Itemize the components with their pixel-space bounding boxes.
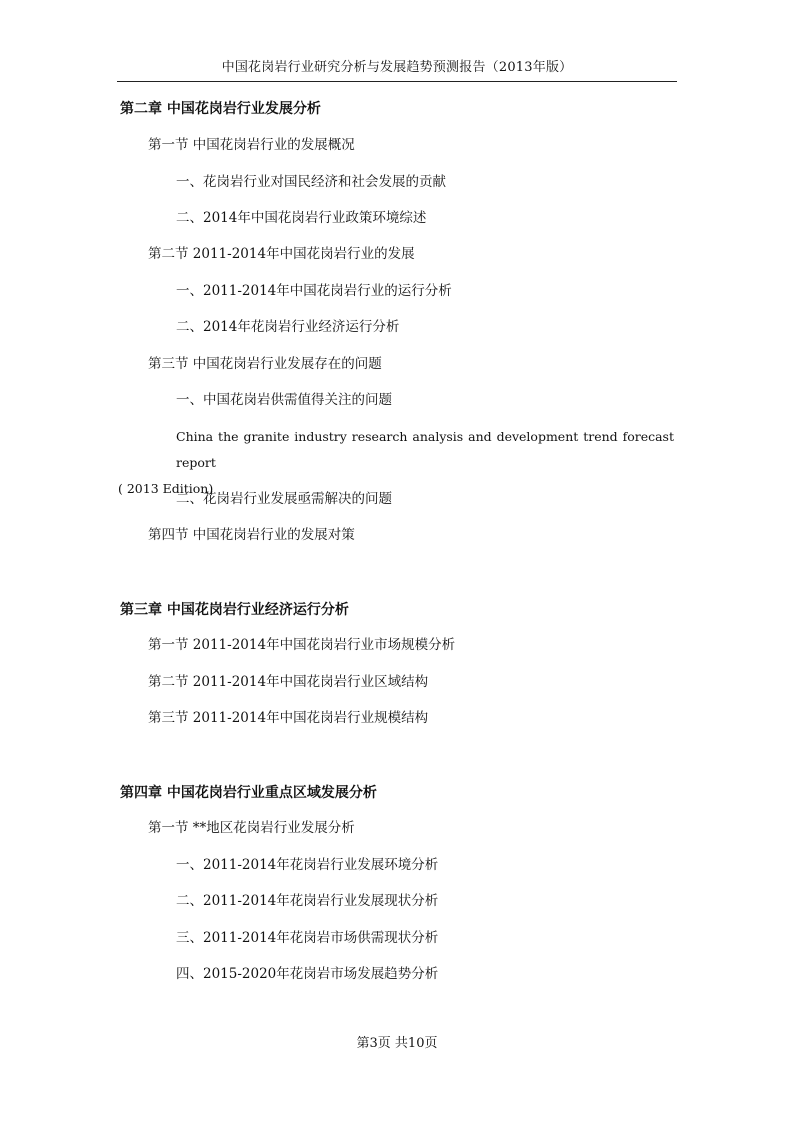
ch2-section-4: 第四节 中国花岗岩行业的发展对策	[148, 527, 355, 543]
ch4-s1-item-1: 一、2011-2014年花岗岩行业发展环境分析	[176, 857, 439, 873]
english-title-line-1: China the granite industry research analysis and development trend forecast report	[176, 429, 674, 470]
chapter-4-title: 第四章 中国花岗岩行业重点区域发展分析	[120, 785, 377, 801]
ch4-section-1: 第一节 **地区花岗岩行业发展分析	[148, 820, 355, 836]
ch2-s3-item-1: 一、中国花岗岩供需值得关注的问题	[176, 392, 392, 408]
ch2-s2-item-2: 二、2014年花岗岩行业经济运行分析	[176, 319, 400, 335]
ch2-s3-item-2: 二、花岗岩行业发展亟需解决的问题	[176, 491, 392, 507]
page-header: 中国花岗岩行业研究分析与发展趋势预测报告（2013年版）	[221, 60, 573, 75]
header-divider	[117, 81, 677, 82]
english-title-line-2: ( 2013 Edition)	[118, 481, 214, 496]
ch4-s1-item-2: 二、2011-2014年花岗岩行业发展现状分析	[176, 893, 439, 909]
ch3-section-3: 第三节 2011-2014年中国花岗岩行业规模结构	[148, 710, 429, 726]
ch3-section-1: 第一节 2011-2014年中国花岗岩行业市场规模分析	[148, 637, 456, 653]
ch2-section-1: 第一节 中国花岗岩行业的发展概况	[148, 137, 355, 153]
ch2-s1-item-2: 二、2014年中国花岗岩行业政策环境综述	[176, 210, 427, 226]
ch4-s1-item-3: 三、2011-2014年花岗岩市场供需现状分析	[176, 930, 439, 946]
ch2-s1-item-1: 一、花岗岩行业对国民经济和社会发展的贡献	[176, 174, 446, 190]
ch2-section-2: 第二节 2011-2014年中国花岗岩行业的发展	[148, 246, 415, 262]
chapter-3-title: 第三章 中国花岗岩行业经济运行分析	[120, 602, 349, 618]
ch3-section-2: 第二节 2011-2014年中国花岗岩行业区域结构	[148, 674, 429, 690]
ch2-s2-item-1: 一、2011-2014年中国花岗岩行业的运行分析	[176, 283, 452, 299]
ch2-section-3: 第三节 中国花岗岩行业发展存在的问题	[148, 356, 382, 372]
page-number: 第3页 共10页	[356, 1036, 438, 1051]
ch4-s1-item-4: 四、2015-2020年花岗岩市场发展趋势分析	[176, 966, 439, 982]
chapter-2-title: 第二章 中国花岗岩行业发展分析	[120, 101, 321, 117]
